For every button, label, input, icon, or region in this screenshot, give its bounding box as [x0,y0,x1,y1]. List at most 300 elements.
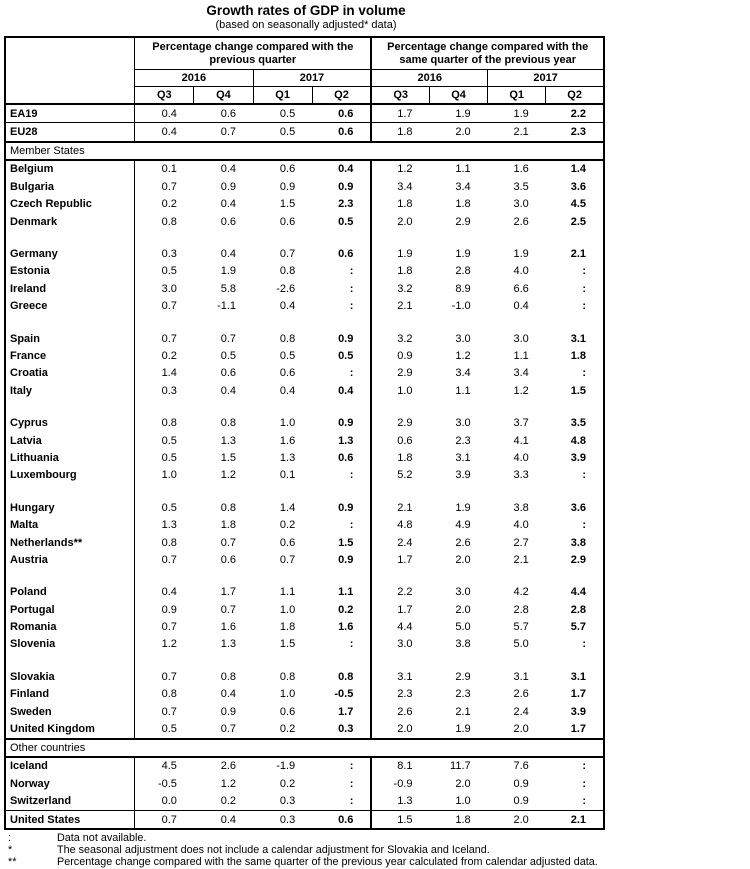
value-cell: 0.9 [338,332,354,345]
value-cell [488,653,546,668]
country-cell [5,569,135,584]
value-cell: 3.1 [570,332,586,345]
value-cell: : [349,282,354,295]
value-cell: 0.3 [161,384,177,397]
value-cell: 0.4 [338,163,354,176]
value-cell [253,399,312,414]
value-cell: 0.7 [161,180,177,193]
value-cell: 0.2 [279,777,296,790]
value-cell: 0.7 [161,813,177,826]
value-cell: 3.0 [455,586,471,599]
value-cell [194,399,253,414]
value-cell: 1.1 [455,384,471,397]
table-row [5,365,604,382]
value-cell: 3.0 [513,198,529,211]
value-cell: 5.0 [455,621,471,634]
value-cell: 0.2 [161,349,177,362]
value-cell: 0.4 [220,384,237,397]
value-cell [430,653,488,668]
value-cell: 0.6 [371,432,429,449]
value-cell: 1.6 [338,621,354,634]
value-cell: 2.6 [455,536,471,549]
country-cell: Ireland [5,280,135,297]
table-row [5,382,604,399]
value-cell: 1.6 [279,434,296,447]
value-cell: 5.0 [513,638,529,651]
country-cell: Latvia [5,432,135,449]
page-subtitle: (based on seasonally adjusted* data) [215,19,397,31]
value-cell: 0.5 [161,451,177,464]
value-cell [546,569,604,584]
value-cell: -1.9 [276,760,296,773]
value-cell: 0.8 [161,688,177,701]
value-cell: 0.7 [279,553,296,566]
table-row [5,810,604,829]
value-cell: 0.4 [161,586,177,599]
country-cell: Greece [5,298,135,315]
value-cell: 2.8 [513,603,529,616]
value-cell: : [582,300,586,313]
value-cell: 1.0 [371,382,429,399]
value-cell: 7.6 [513,760,529,773]
value-cell: 0.3 [253,793,312,811]
table-row [5,775,604,792]
section-band-row [5,142,604,160]
value-cell: 0.2 [338,603,354,616]
table-row [5,245,604,262]
table-row [5,720,604,738]
value-cell [253,315,312,330]
value-cell: 1.5 [338,536,354,549]
table-row [5,104,604,123]
quarter-header: Q4 [194,87,253,105]
value-cell: 1.8 [455,198,471,211]
value-cell: 1.2 [220,777,237,790]
value-cell: 1.4 [279,501,296,514]
value-cell: 1.8 [371,196,429,213]
value-cell: 3.5 [570,417,586,430]
value-cell: 4.2 [513,586,529,599]
value-cell: : [582,265,586,278]
value-cell: 1.8 [279,621,296,634]
value-cell [194,484,253,499]
gdp-table [4,36,605,830]
value-cell [312,653,371,668]
footnote-text: Data not available. [57,832,147,845]
value-cell: 0.3 [338,723,354,736]
value-cell: 0.8 [161,536,177,549]
value-cell: : [582,282,586,295]
value-cell: 0.6 [194,104,253,123]
value-cell [488,315,546,330]
value-cell: 1.0 [430,793,488,811]
value-cell: 1.9 [430,104,488,123]
value-cell: 1.1 [455,163,471,176]
value-cell: 1.3 [371,793,429,811]
value-cell [312,315,371,330]
value-cell: 1.0 [279,688,296,701]
country-cell: EA19 [5,104,135,123]
value-cell: 0.9 [488,793,546,811]
table-row [5,467,604,484]
value-cell: 0.4 [220,688,237,701]
value-cell [546,484,604,499]
value-cell: 3.1 [371,668,429,685]
value-cell: 2.3 [371,686,429,703]
value-cell: 2.8 [570,603,586,616]
table-row [5,618,604,635]
footnote-symbol: ** [8,855,17,868]
country-cell: Finland [5,686,135,703]
value-cell: 0.2 [161,198,177,211]
value-cell: 1.9 [455,723,471,736]
value-cell: 0.5 [161,723,177,736]
value-cell: 11.7 [450,760,471,773]
value-cell: 6.6 [513,282,529,295]
value-cell: : [582,469,586,482]
country-cell: Cyprus [5,414,135,431]
value-cell [430,399,488,414]
value-cell: 1.2 [371,160,429,178]
value-cell: 2.0 [371,720,429,738]
value-cell: 1.9 [455,248,471,261]
value-cell: 0.9 [161,603,177,616]
value-cell: : [582,760,586,773]
value-cell: 5.8 [220,282,237,295]
value-cell: 0.5 [279,126,296,139]
value-cell: 3.9 [455,469,471,482]
quarter-header: Q3 [371,87,429,105]
table-row [5,280,604,297]
value-cell: 0.7 [161,670,177,683]
value-cell: 1.4 [570,163,586,176]
value-cell: 1.3 [338,434,354,447]
value-cell: 0.6 [338,813,354,826]
value-cell [135,569,194,584]
value-cell [312,569,371,584]
value-cell: 0.9 [338,553,354,566]
quarter-header: Q4 [430,87,488,105]
value-cell: 0.7 [220,603,237,616]
country-cell: Austria [5,551,135,568]
value-cell [135,315,194,330]
value-cell: 1.9 [455,501,471,514]
value-cell: 4.9 [455,519,471,532]
value-cell: : [349,777,354,790]
table-row [5,178,604,195]
page-title: Growth rates of GDP in volume [206,3,406,18]
value-cell: : [349,300,354,313]
value-cell: 0.6 [279,215,296,228]
value-cell: 0.9 [371,347,429,364]
value-cell: 2.9 [455,215,471,228]
country-cell: Slovakia [5,668,135,685]
value-cell: 1.7 [570,688,586,701]
value-cell: 1.5 [220,451,237,464]
value-cell: 1.1 [338,586,354,599]
value-cell [312,230,371,245]
value-cell: 1.2 [161,638,177,651]
table-row [5,636,604,653]
value-cell [135,484,194,499]
value-cell: 0.5 [253,104,312,123]
value-cell: 2.6 [513,688,529,701]
value-cell [312,399,371,414]
value-cell [430,315,488,330]
value-cell: 2.3 [455,434,471,447]
year-header: 2016 [135,70,253,87]
value-cell: 1.7 [371,601,429,618]
value-cell: 0.5 [161,434,177,447]
value-cell [253,653,312,668]
value-cell: 2.0 [455,126,471,139]
value-cell: 3.1 [570,670,586,683]
value-cell: 0.2 [279,723,296,736]
value-cell: 1.8 [371,123,429,142]
country-cell: France [5,347,135,364]
value-cell: 0.5 [338,215,354,228]
value-cell: 2.5 [570,215,586,228]
value-cell: 0.7 [220,332,237,345]
value-cell: 2.0 [513,723,529,736]
value-cell: 0.5 [338,349,354,362]
column-group-header-qoq: Percentage change compared with the previous quarter [135,37,372,70]
value-cell: 1.1 [279,586,296,599]
value-cell: 4.1 [513,434,529,447]
value-cell: 2.2 [546,104,604,123]
country-cell: Czech Republic [5,196,135,213]
value-cell: 2.0 [455,603,471,616]
country-cell: United Kingdom [5,720,135,738]
value-cell [135,399,194,414]
country-cell [5,484,135,499]
year-header: 2017 [488,70,604,87]
value-cell [194,653,253,668]
value-cell: 4.5 [161,760,177,773]
value-cell: 0.6 [279,163,296,176]
value-cell [371,399,429,414]
value-cell: 0.6 [220,367,237,380]
value-cell: 0.1 [279,469,296,482]
country-cell: United States [5,810,135,829]
country-cell: Hungary [5,499,135,516]
value-cell: 1.9 [220,265,237,278]
value-cell: 2.2 [371,584,429,601]
section-band-label: Member States [5,142,604,160]
table-row [5,534,604,551]
value-cell: 5.7 [570,621,586,634]
value-cell: : [546,793,604,811]
table-row [5,414,604,431]
quarter-header: Q2 [546,87,604,105]
value-cell: 0.7 [220,126,237,139]
country-cell: Belgium [5,160,135,178]
value-cell: 1.8 [570,349,586,362]
country-cell [5,653,135,668]
value-cell: 0.4 [161,126,177,139]
value-cell: 3.4 [455,180,471,193]
value-cell: 2.0 [455,553,471,566]
value-cell: 1.5 [570,384,586,397]
country-cell: Sweden [5,703,135,720]
value-cell [546,653,604,668]
value-cell: 2.3 [570,126,586,139]
value-cell: 1.5 [371,810,429,829]
value-cell: 1.9 [488,104,546,123]
value-cell [546,230,604,245]
country-cell: Spain [5,330,135,347]
value-cell: 2.1 [513,126,529,139]
value-cell: 3.8 [455,638,471,651]
value-cell: 0.9 [220,705,237,718]
table-row [5,793,604,811]
value-cell: 2.9 [371,365,429,382]
value-cell: 0.6 [338,451,354,464]
value-cell: 0.6 [279,367,296,380]
value-cell: 4.4 [371,618,429,635]
value-cell: 0.4 [220,813,237,826]
table-header [5,37,604,104]
value-cell: 3.0 [371,636,429,653]
value-cell: 2.6 [513,215,529,228]
value-cell: 1.0 [279,603,296,616]
country-cell: Denmark [5,213,135,230]
value-cell: 0.5 [220,349,237,362]
value-cell: 0.0 [135,793,194,811]
value-cell: 3.3 [513,469,529,482]
table-row [5,757,604,775]
table-row [5,330,604,347]
value-cell: : [349,638,354,651]
value-cell [194,569,253,584]
value-cell [371,569,429,584]
value-cell [371,315,429,330]
value-cell: 0.7 [220,723,237,736]
value-cell: 3.5 [513,180,529,193]
value-cell: 0.6 [220,215,237,228]
value-cell: 4.4 [570,586,586,599]
year-header: 2017 [253,70,371,87]
table-row [5,703,604,720]
value-cell: 0.8 [220,670,237,683]
value-cell: : [582,638,586,651]
table-row [5,123,604,142]
value-cell: : [349,519,354,532]
value-cell: 4.0 [513,451,529,464]
table-row [5,551,604,568]
country-cell: Luxembourg [5,467,135,484]
table-row [5,347,604,364]
value-cell: 0.7 [161,300,177,313]
value-cell: 0.4 [220,198,237,211]
value-cell [488,569,546,584]
value-cell: 0.4 [220,248,237,261]
value-cell: : [349,265,354,278]
value-cell [135,230,194,245]
value-cell: 1.6 [220,621,237,634]
table-row [5,584,604,601]
value-cell: 3.1 [513,670,529,683]
value-cell [371,484,429,499]
value-cell: : [312,793,371,811]
value-cell: 0.7 [220,536,237,549]
value-cell: 0.9 [338,417,354,430]
country-cell: EU28 [5,123,135,142]
value-cell [253,230,312,245]
quarter-header: Q2 [312,87,371,105]
value-cell: 2.1 [371,499,429,516]
value-cell: 0.6 [220,553,237,566]
column-group-header-yoy: Percentage change compared with the same quarter of the previous year [371,37,604,70]
value-cell: 3.0 [161,282,177,295]
value-cell: 0.2 [279,519,296,532]
value-cell: 3.0 [455,332,471,345]
value-cell: 2.6 [220,760,237,773]
year-header: 2016 [371,70,487,87]
value-cell: 2.1 [570,248,586,261]
value-cell: -0.5 [334,688,354,701]
value-cell: : [582,777,586,790]
value-cell: 3.2 [371,330,429,347]
value-cell: 1.7 [220,586,237,599]
table-row [5,516,604,533]
footnote-text: The seasonal adjustment does not include a calendar adjustment for Slovakia and Iceland. [57,844,490,857]
value-cell: 1.8 [455,813,471,826]
value-cell: 0.2 [194,793,253,811]
value-cell: 2.8 [455,265,471,278]
value-cell: 0.4 [220,163,237,176]
country-cell: Germany [5,245,135,262]
value-cell: 2.1 [455,705,471,718]
gap-row [5,653,604,668]
value-cell: 1.3 [220,434,237,447]
value-cell: -1.1 [217,300,237,313]
value-cell: 0.5 [279,349,296,362]
value-cell [546,315,604,330]
value-cell: : [582,519,586,532]
table-row [5,160,604,178]
value-cell: 4.0 [513,265,529,278]
value-cell: 3.4 [455,367,471,380]
value-cell: 3.8 [513,501,529,514]
value-cell: 0.8 [161,417,177,430]
footnote-symbol: : [8,832,11,845]
country-cell: Malta [5,516,135,533]
gap-row [5,569,604,584]
value-cell: 3.0 [513,332,529,345]
gap-row [5,399,604,414]
quarter-header: Q1 [488,87,546,105]
value-cell: -0.9 [371,775,429,792]
country-cell: Portugal [5,601,135,618]
value-cell: 0.8 [338,670,354,683]
country-cell [5,399,135,414]
country-cell [5,315,135,330]
value-cell: 4.0 [513,519,529,532]
value-cell: 1.1 [513,349,529,362]
value-cell: 3.2 [371,280,429,297]
value-cell: 0.7 [279,248,296,261]
footnotes [8,833,750,868]
value-cell: 2.9 [455,670,471,683]
value-cell: 3.1 [455,451,471,464]
value-cell: 3.9 [570,705,586,718]
value-cell [430,484,488,499]
value-cell: 0.9 [513,777,529,790]
value-cell: 2.3 [338,198,354,211]
value-cell [488,399,546,414]
value-cell: 3.6 [570,180,586,193]
